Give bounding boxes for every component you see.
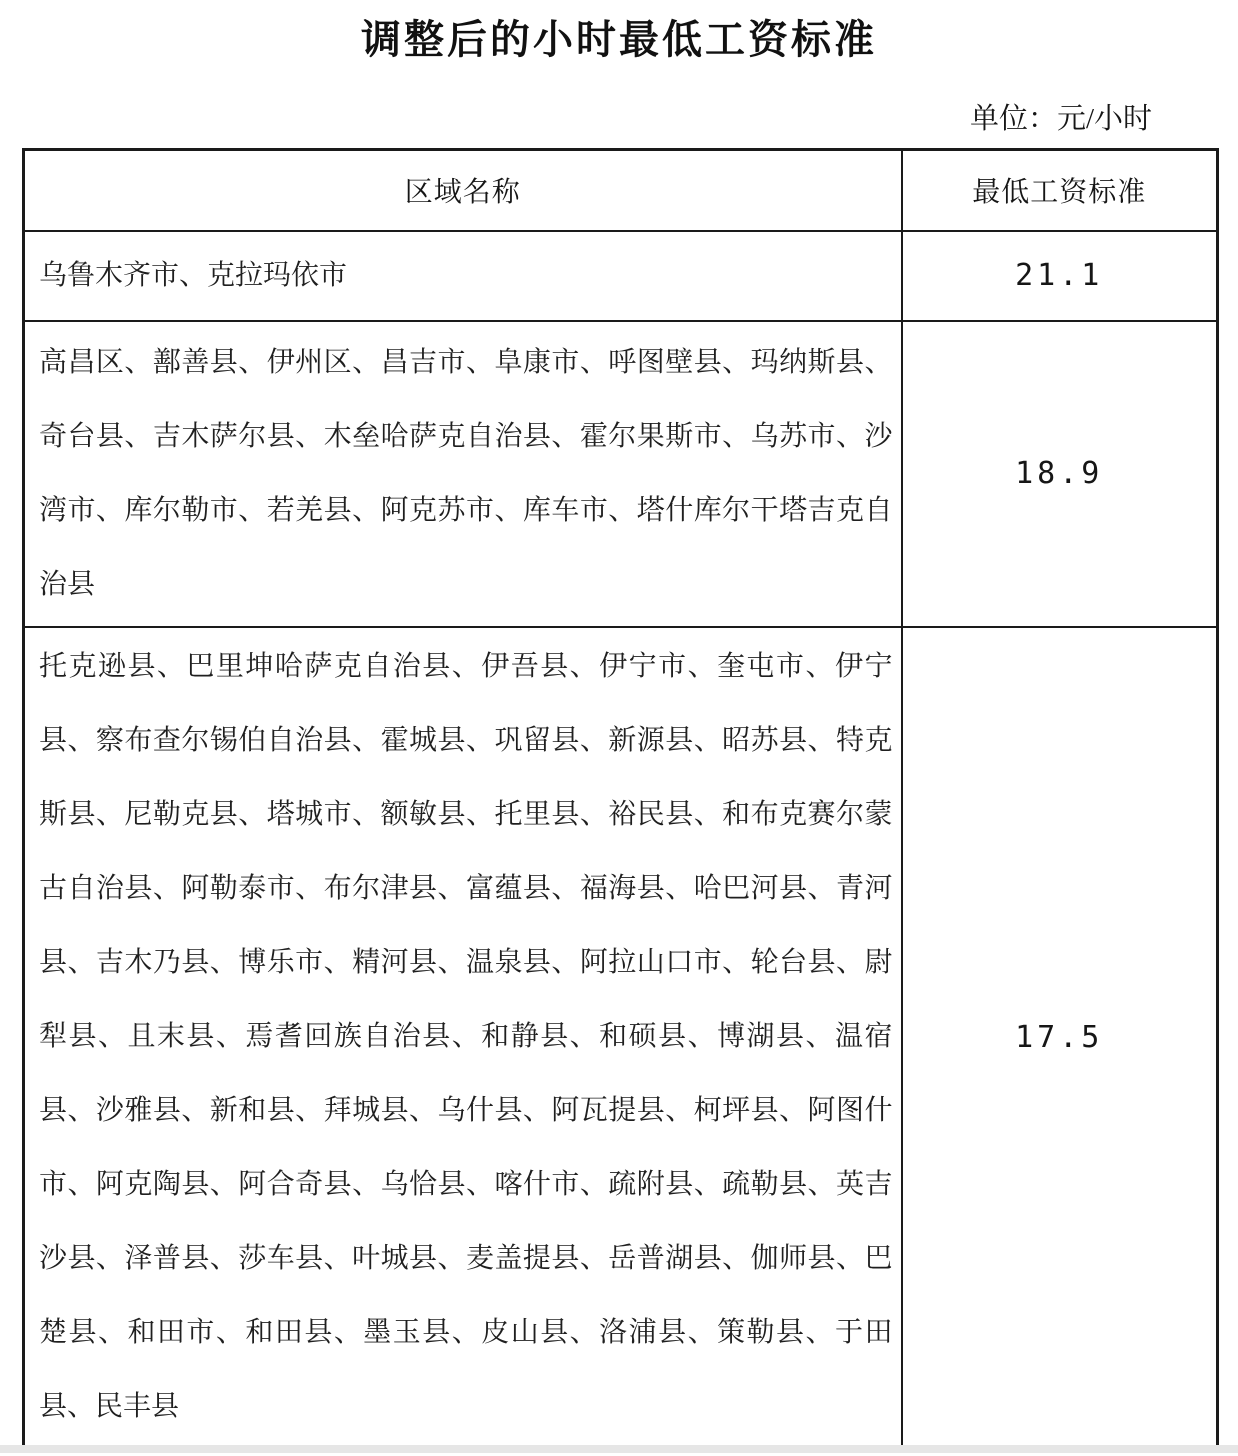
table-row [24,231,1218,321]
region-names-cell: 高昌区、鄯善县、伊州区、昌吉市、阜康市、呼图壁县、玛纳斯县、奇台县、吉木萨尔县、木垒哈萨克自治县、霍尔果斯市、乌苏市、沙湾市、库尔勒市、若羌县、阿克苏市、库车市、塔什库尔干塔吉克自治县 [24,321,902,627]
column-header-wage: 最低工资标准 [902,149,1218,231]
wage-value: 18.9 [902,321,1218,627]
page-bottom-edge [0,1445,1238,1453]
region-names-cell: 乌鲁木齐市、克拉玛依市 [24,231,902,321]
table-row [24,321,1218,627]
page-title: 调整后的小时最低工资标准 [361,18,877,62]
table-header-row [24,149,1218,231]
wage-value: 17.5 [902,627,1218,1449]
unit-label: 单位：元/小时 [969,103,1152,135]
wage-value: 21.1 [902,231,1218,321]
column-header-region: 区域名称 [24,149,902,231]
region-names-cell: 托克逊县、巴里坤哈萨克自治县、伊吾县、伊宁市、奎屯市、伊宁县、察布查尔锡伯自治县、霍城县、巩留县、新源县、昭苏县、特克斯县、尼勒克县、塔城市、额敏县、托里县、裕民县、和布克赛尔蒙古自治县、阿勒泰市、布尔津县、富蕴县、福海县、哈巴河县、青河县、吉木乃县、博乐市、精河县、温泉县、阿拉山口市、轮台县、尉犁县、且末县、焉耆回族自治县、和静县、和硕县、博湖县、温宿县、沙雅县、新和县、拜城县、乌什县、阿瓦提县、柯坪县、阿图什市、阿克陶县、阿合奇县、乌恰县、喀什市、疏附县、疏勒县、英吉沙县、泽普县、莎车县、叶城县、麦盖提县、岳普湖县、伽师县、巴楚县、和田市、和田县、墨玉县、皮山县、洛浦县、策勒县、于田县、民丰县 [24,627,902,1449]
minimum-wage-table [22,148,1219,1451]
table-row [24,627,1218,1449]
